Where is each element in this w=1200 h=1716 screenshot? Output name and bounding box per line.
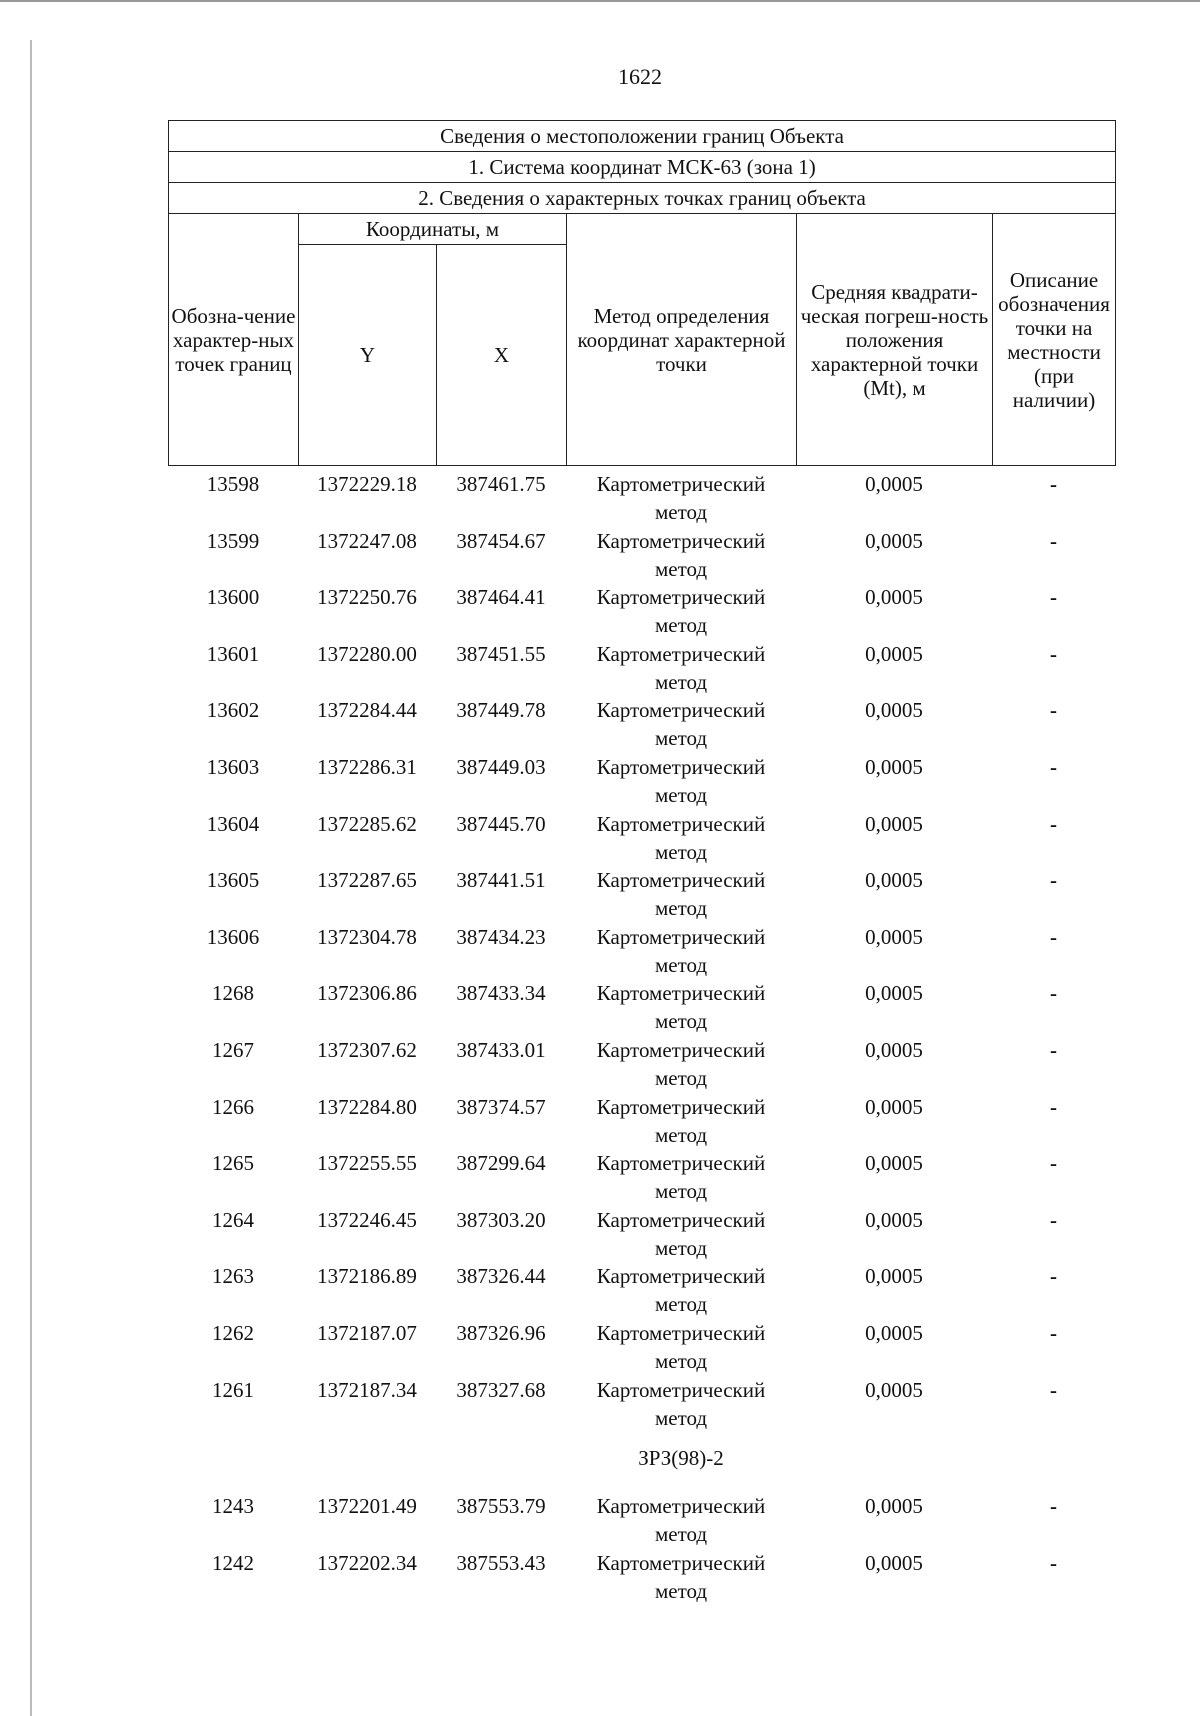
table-title: Сведения о местоположении границ Объекта (169, 121, 1116, 152)
method-cell (566, 810, 796, 866)
method-line-1: Картометрический (596, 1207, 766, 1232)
point-description: - (1050, 1037, 1057, 1062)
coord-x: 387449.03 (456, 754, 546, 779)
point-description: - (1050, 1207, 1057, 1232)
coord-x: 387374.57 (456, 1094, 546, 1119)
coord-y: 1372187.34 (317, 1377, 417, 1402)
table-row (168, 1492, 1115, 1549)
method-line-2: метод (654, 1065, 708, 1090)
mean-error: 0,0005 (865, 585, 923, 610)
method-line-1: Картометрический (596, 754, 766, 779)
method-cell (566, 1149, 796, 1205)
coord-y: 1372246.45 (317, 1207, 417, 1232)
section-row (168, 1432, 1115, 1492)
method-line-1: Картометрический (596, 1377, 766, 1402)
rows-group-2 (168, 1492, 1115, 1605)
method-line-1: Картометрический (596, 641, 766, 666)
method-line-1: Картометрический (596, 981, 766, 1006)
method-cell (566, 753, 796, 809)
section-label: ЗРЗ(98)-2 (638, 1446, 724, 1471)
table-row (168, 1319, 1115, 1376)
method-line-2: метод (654, 1009, 708, 1034)
method-cell (566, 1206, 796, 1262)
point-id: 1265 (212, 1151, 254, 1176)
method-cell (566, 583, 796, 639)
coord-x: 387433.34 (456, 981, 546, 1006)
col-coords-header: Координаты, м (299, 214, 567, 245)
point-id: 1242 (212, 1550, 254, 1575)
point-description: - (1050, 1094, 1057, 1119)
method-cell (566, 527, 796, 583)
coord-y: 1372284.80 (317, 1094, 417, 1119)
point-id: 1267 (212, 1037, 254, 1062)
point-description: - (1050, 811, 1057, 836)
points-title: 2. Сведения о характерных точках границ объекта (169, 183, 1116, 214)
method-cell (566, 1492, 796, 1548)
method-line-2: метод (654, 1292, 708, 1317)
method-cell (566, 923, 796, 979)
point-description: - (1050, 1550, 1057, 1575)
point-id: 13603 (206, 754, 260, 779)
coord-x: 387553.43 (456, 1550, 546, 1575)
table-row (168, 753, 1115, 810)
coord-x: 387461.75 (456, 472, 546, 496)
table-row (168, 1149, 1115, 1206)
mean-error: 0,0005 (865, 754, 923, 779)
method-line-1: Картометрический (596, 868, 766, 893)
coord-y: 1372202.34 (317, 1550, 417, 1575)
method-line-2: метод (654, 1122, 708, 1147)
mean-error: 0,0005 (865, 924, 923, 949)
method-cell (566, 640, 796, 696)
method-cell (566, 1093, 796, 1149)
coord-y: 1372306.86 (317, 981, 417, 1006)
method-cell (566, 866, 796, 922)
coord-y: 1372229.18 (317, 472, 417, 496)
table-row (168, 640, 1115, 697)
coord-x: 387553.79 (456, 1494, 546, 1519)
mean-error: 0,0005 (865, 1264, 923, 1289)
mean-error: 0,0005 (865, 1550, 923, 1575)
col-method-header: Метод определения координат характерной точки (567, 214, 797, 466)
method-line-2: метод (654, 500, 708, 524)
method-line-2: метод (654, 1235, 708, 1260)
mean-error: 0,0005 (865, 1494, 923, 1519)
table-row (168, 1093, 1115, 1150)
mean-error: 0,0005 (865, 868, 923, 893)
page-number: 1622 (618, 64, 662, 89)
method-cell (566, 1262, 796, 1318)
method-line-1: Картометрический (596, 585, 766, 610)
table-row (168, 583, 1115, 640)
point-id: 13604 (206, 811, 260, 836)
point-description: - (1050, 698, 1057, 723)
coord-x: 387449.78 (456, 698, 546, 723)
method-line-2: метод (654, 782, 708, 807)
method-cell (566, 979, 796, 1035)
method-line-2: метод (654, 1179, 708, 1204)
coord-y: 1372287.65 (317, 868, 417, 893)
point-id: 1243 (212, 1494, 254, 1519)
col-error-header: Средняя квадрати-ческая погреш-ность положения характерной точки (Mt), м (797, 214, 993, 466)
mean-error: 0,0005 (865, 1037, 923, 1062)
method-line-1: Картометрический (596, 1094, 766, 1119)
coord-y: 1372201.49 (317, 1494, 417, 1519)
coord-x: 387451.55 (456, 641, 546, 666)
scan-edge-top (0, 0, 1200, 2)
method-cell (566, 470, 796, 526)
table-row (168, 1376, 1115, 1433)
mean-error: 0,0005 (865, 981, 923, 1006)
table-row (168, 810, 1115, 867)
mean-error: 0,0005 (865, 811, 923, 836)
table-body (168, 470, 1115, 1605)
method-line-2: метод (654, 613, 708, 638)
coord-x: 387303.20 (456, 1207, 546, 1232)
point-description: - (1050, 754, 1057, 779)
mean-error: 0,0005 (865, 1094, 923, 1119)
method-cell (566, 696, 796, 752)
col-description-header: Описание обозначения точки на местности (при наличии) (993, 214, 1116, 466)
mean-error: 0,0005 (865, 1320, 923, 1345)
method-line-2: метод (654, 952, 708, 977)
col-x-header: X (437, 245, 567, 466)
coordinate-system: 1. Система координат МСК-63 (зона 1) (169, 152, 1116, 183)
coord-y: 1372307.62 (317, 1037, 417, 1062)
coord-y: 1372250.76 (317, 585, 417, 610)
method-line-1: Картометрический (596, 472, 766, 496)
mean-error: 0,0005 (865, 472, 923, 496)
coord-x: 387326.96 (456, 1320, 546, 1345)
point-description: - (1050, 924, 1057, 949)
coord-y: 1372280.00 (317, 641, 417, 666)
coord-y: 1372186.89 (317, 1264, 417, 1289)
scan-edge-left (30, 40, 32, 1716)
table-row (168, 923, 1115, 980)
coord-x: 387299.64 (456, 1151, 546, 1176)
method-line-2: метод (654, 669, 708, 694)
point-description: - (1050, 1377, 1057, 1402)
method-line-2: метод (654, 726, 708, 751)
coord-y: 1372285.62 (317, 811, 417, 836)
method-line-1: Картометрический (596, 1037, 766, 1062)
method-line-1: Картометрический (596, 528, 766, 553)
coord-x: 387464.41 (456, 585, 546, 610)
method-line-1: Картометрический (596, 924, 766, 949)
coord-y: 1372284.44 (317, 698, 417, 723)
point-id: 1268 (212, 981, 254, 1006)
mean-error: 0,0005 (865, 1377, 923, 1402)
point-id: 13598 (206, 472, 260, 496)
point-id: 1264 (212, 1207, 254, 1232)
method-cell (566, 1549, 796, 1605)
method-line-1: Картометрический (596, 1264, 766, 1289)
coord-y: 1372304.78 (317, 924, 417, 949)
coord-x: 387445.70 (456, 811, 546, 836)
method-line-1: Картометрический (596, 811, 766, 836)
coord-y: 1372187.07 (317, 1320, 417, 1345)
method-line-2: метод (654, 556, 708, 581)
mean-error: 0,0005 (865, 641, 923, 666)
point-id: 1262 (212, 1320, 254, 1345)
point-id: 1263 (212, 1264, 254, 1289)
table-row (168, 866, 1115, 923)
point-id: 13600 (206, 585, 260, 610)
method-line-2: метод (654, 1405, 708, 1430)
coord-y: 1372255.55 (317, 1151, 417, 1176)
mean-error: 0,0005 (865, 528, 923, 553)
coord-y: 1372247.08 (317, 528, 417, 553)
coord-y: 1372286.31 (317, 754, 417, 779)
point-id: 13599 (206, 528, 260, 553)
coord-x: 387327.68 (456, 1377, 546, 1402)
col-designation-header: Обозна-чение характер-ных точек границ (169, 214, 299, 466)
point-description: - (1050, 528, 1057, 553)
point-id: 13602 (206, 698, 260, 723)
method-cell (566, 1319, 796, 1375)
method-cell (566, 1036, 796, 1092)
table-row (168, 470, 1115, 527)
point-description: - (1050, 1151, 1057, 1176)
point-id: 13605 (206, 868, 260, 893)
point-id: 13601 (206, 641, 260, 666)
point-description: - (1050, 585, 1057, 610)
point-description: - (1050, 1320, 1057, 1345)
table-row (168, 1206, 1115, 1263)
table-row (168, 979, 1115, 1036)
table-row (168, 1036, 1115, 1093)
coord-x: 387326.44 (456, 1264, 546, 1289)
method-line-2: метод (654, 1348, 708, 1373)
mean-error: 0,0005 (865, 1207, 923, 1232)
method-line-2: метод (654, 839, 708, 864)
method-line-1: Картометрический (596, 1550, 766, 1575)
table-header (168, 120, 1116, 466)
point-id: 1261 (212, 1377, 254, 1402)
table-row (168, 696, 1115, 753)
col-y-header: Y (299, 245, 437, 466)
point-description: - (1050, 981, 1057, 1006)
coord-x: 387454.67 (456, 528, 546, 553)
table-row (168, 527, 1115, 584)
table-row (168, 1549, 1115, 1606)
method-line-2: метод (654, 1522, 708, 1547)
point-id: 13606 (206, 924, 260, 949)
method-line-1: Картометрический (596, 1320, 766, 1345)
rows-group-1 (168, 470, 1115, 1432)
coord-x: 387434.23 (456, 924, 546, 949)
coord-x: 387433.01 (456, 1037, 546, 1062)
method-line-2: метод (654, 1578, 708, 1603)
point-description: - (1050, 1494, 1057, 1519)
point-description: - (1050, 641, 1057, 666)
point-description: - (1050, 868, 1057, 893)
point-id: 1266 (212, 1094, 254, 1119)
method-line-1: Картометрический (596, 698, 766, 723)
method-line-1: Картометрический (596, 1494, 766, 1519)
point-description: - (1050, 1264, 1057, 1289)
point-description: - (1050, 472, 1057, 496)
method-line-1: Картометрический (596, 1151, 766, 1176)
coord-x: 387441.51 (456, 868, 546, 893)
method-cell (566, 1376, 796, 1432)
method-line-2: метод (654, 896, 708, 921)
mean-error: 0,0005 (865, 698, 923, 723)
mean-error: 0,0005 (865, 1151, 923, 1176)
table-row (168, 1262, 1115, 1319)
